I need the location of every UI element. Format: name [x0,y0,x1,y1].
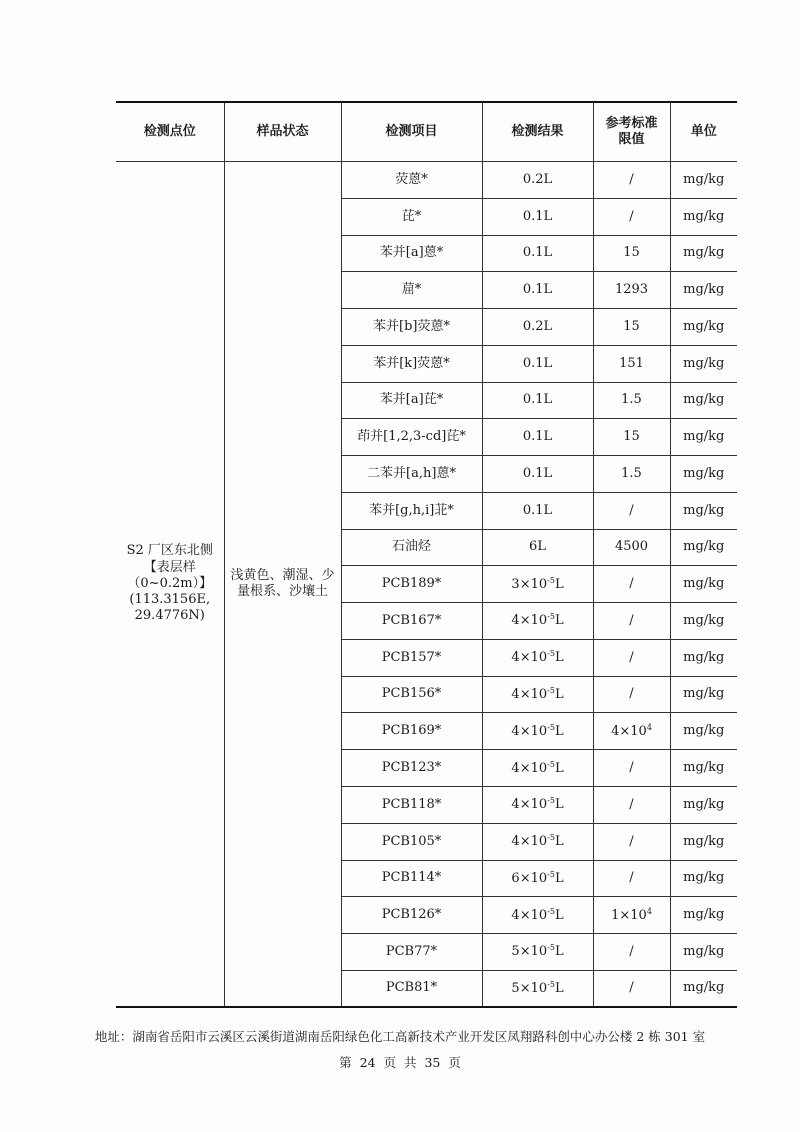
table-row [116,162,737,199]
result-exponent: -5 [547,796,555,806]
result-cell [482,713,593,750]
limit-cell [593,272,670,309]
result-value: 5×10 [511,980,548,996]
result-value: 0.1L [522,355,553,371]
test-item-cell: 苯并[a]芘* [341,382,482,419]
result-exponent: -5 [547,979,555,989]
header-reference-limit: 参考标准限值 [593,102,670,162]
result-value: 4×10 [511,723,548,739]
unit-cell: mg/kg [670,639,737,676]
header-test-item: 检测项目 [341,102,482,162]
limit-value: / [629,649,634,665]
limit-value: 4500 [614,539,649,555]
result-suffix: L [554,907,564,923]
result-value: 4×10 [511,797,548,813]
limit-cell [593,750,670,787]
result-value: 4×10 [511,760,548,776]
limit-value: 1×10 [611,907,647,923]
limit-value: / [629,796,634,812]
result-exponent: -5 [547,943,555,953]
limit-cell [593,860,670,897]
result-cell [482,198,593,235]
limit-exponent: 4 [646,722,652,732]
unit-cell: mg/kg [670,272,737,309]
unit-cell: mg/kg [670,787,737,824]
result-cell [482,934,593,971]
result-cell [482,492,593,529]
unit-cell: mg/kg [670,970,737,1007]
result-value: 0.1L [522,429,553,445]
result-value: 0.1L [522,465,553,481]
result-cell [482,603,593,640]
unit-cell: mg/kg [670,309,737,346]
test-item-cell: PCB81* [341,970,482,1007]
result-value: 0.2L [522,318,553,334]
limit-cell [593,529,670,566]
result-suffix: L [554,980,564,996]
unit-cell: mg/kg [670,750,737,787]
location-line: S2 厂区东北侧 [126,543,213,559]
result-cell [482,750,593,787]
limit-value: / [629,502,634,518]
result-value: 4×10 [511,907,548,923]
unit-cell: mg/kg [670,235,737,272]
test-item-cell: PCB167* [341,603,482,640]
result-exponent: -5 [547,685,555,695]
limit-value: 15 [623,245,640,261]
result-value: 0.1L [522,502,553,518]
test-item-cell: 苯并[k]荧蒽* [341,345,482,382]
limit-cell [593,419,670,456]
limit-cell [593,456,670,493]
test-item-cell: 芘* [341,198,482,235]
result-cell [482,272,593,309]
location-line: (113.3156E, [129,592,211,608]
result-cell [482,419,593,456]
result-cell [482,235,593,272]
limit-exponent: 4 [646,906,652,916]
result-cell [482,676,593,713]
result-suffix: L [554,944,564,960]
result-suffix: L [554,686,564,702]
result-value: 5×10 [511,944,548,960]
location-line: 29.4776N) [134,608,205,624]
unit-cell: mg/kg [670,529,737,566]
limit-cell [593,787,670,824]
test-item-cell: PCB156* [341,676,482,713]
result-cell [482,823,593,860]
result-value: 4×10 [511,686,548,702]
result-suffix: L [554,723,564,739]
location-line: （0~0.2m）】 [127,575,213,591]
result-exponent: -5 [547,906,555,916]
test-item-cell: 苯并[a]蒽* [341,235,482,272]
limit-cell [593,897,670,934]
result-cell [482,970,593,1007]
result-exponent: -5 [547,612,555,622]
test-item-cell: PCB105* [341,823,482,860]
result-suffix: L [554,834,564,850]
limit-value: 4×10 [611,723,647,739]
result-value: 4×10 [511,613,548,629]
result-value: 4×10 [511,834,548,850]
result-cell [482,529,593,566]
header-result: 检测结果 [482,102,593,162]
result-exponent: -5 [547,759,555,769]
test-item-cell: PCB118* [341,787,482,824]
limit-value: / [629,171,634,187]
footer-address: 地址：湖南省岳阳市云溪区云溪街道湖南岳阳绿色化工高新技术产业开发区凤翔路科创中心办公楼 2 栋 301 室 [94,1029,706,1044]
result-cell [482,639,593,676]
limit-value: / [629,612,634,628]
result-value: 3×10 [511,576,548,592]
result-cell [482,382,593,419]
result-suffix: L [554,576,564,592]
limit-value: / [629,870,634,886]
result-exponent: -5 [547,649,555,659]
limit-value: 1293 [614,282,649,298]
limit-cell [593,603,670,640]
result-value: 6L [529,539,546,555]
table-header-row [116,102,737,162]
test-item-cell: PCB189* [341,566,482,603]
limit-value: / [629,833,634,849]
limit-value: / [629,208,634,224]
limit-value: / [629,686,634,702]
location-line: 【表层样 [143,559,196,575]
unit-cell: mg/kg [670,713,737,750]
test-item-cell: 苯并[b]荧蒽* [341,309,482,346]
limit-value: 151 [619,355,644,371]
result-exponent: -5 [547,575,555,585]
limit-cell [593,198,670,235]
limit-cell [593,492,670,529]
limit-cell [593,934,670,971]
limit-cell [593,309,670,346]
result-exponent: -5 [547,833,555,843]
limit-cell [593,235,670,272]
unit-cell: mg/kg [670,897,737,934]
result-cell [482,162,593,199]
result-cell [482,860,593,897]
limit-cell [593,345,670,382]
result-suffix: L [554,650,564,666]
limit-cell [593,676,670,713]
result-suffix: L [554,870,564,886]
result-value: 0.1L [522,282,553,298]
test-item-cell: PCB157* [341,639,482,676]
test-item-cell: PCB169* [341,713,482,750]
limit-value: / [629,576,634,592]
limit-cell [593,823,670,860]
test-item-cell: 石油烃 [341,529,482,566]
unit-cell: mg/kg [670,419,737,456]
result-cell [482,456,593,493]
test-item-cell: PCB126* [341,897,482,934]
result-suffix: L [554,613,564,629]
unit-cell: mg/kg [670,492,737,529]
table-body [116,162,737,1008]
test-item-cell: 茚并[1,2,3-cd]芘* [341,419,482,456]
result-value: 0.2L [522,171,553,187]
result-cell [482,566,593,603]
result-exponent: -5 [547,869,555,879]
unit-cell: mg/kg [670,162,737,199]
result-value: 0.1L [522,392,553,408]
result-suffix: L [554,797,564,813]
limit-value: 15 [623,318,640,334]
unit-cell: mg/kg [670,676,737,713]
header-unit: 单位 [670,102,737,162]
location-cell [116,162,224,1008]
limit-value: 1.5 [621,392,642,408]
limit-value: / [629,760,634,775]
result-value: 4×10 [511,650,548,666]
limit-cell [593,970,670,1007]
limit-value: 1.5 [621,465,642,481]
limit-cell [593,382,670,419]
result-suffix: L [554,760,564,776]
limit-value: 15 [623,429,640,445]
result-value: 6×10 [511,870,548,886]
result-value: 0.1L [522,245,553,261]
result-value: 0.1L [522,208,553,224]
result-exponent: -5 [547,722,555,732]
test-item-cell: 䓛* [341,272,482,309]
result-cell [482,345,593,382]
unit-cell: mg/kg [670,382,737,419]
test-item-cell: 二苯并[a,h]蒽* [341,456,482,493]
limit-value: / [629,980,634,996]
result-cell [482,787,593,824]
result-cell [482,897,593,934]
unit-cell: mg/kg [670,456,737,493]
unit-cell: mg/kg [670,603,737,640]
sample-state-cell: 浅黄色、潮湿、少量根系、沙壤土 [224,162,341,1008]
footer-page-number: 第 24 页 共 35 页 [339,1055,461,1070]
test-item-cell: PCB77* [341,934,482,971]
test-item-cell: 荧蒽* [341,162,482,199]
limit-cell [593,162,670,199]
unit-cell: mg/kg [670,345,737,382]
unit-cell: mg/kg [670,566,737,603]
unit-cell: mg/kg [670,860,737,897]
test-item-cell: PCB114* [341,860,482,897]
limit-cell [593,713,670,750]
unit-cell: mg/kg [670,198,737,235]
unit-cell: mg/kg [670,823,737,860]
test-item-cell: PCB123* [341,750,482,787]
limit-value: / [629,943,634,959]
header-location: 检测点位 [116,102,224,162]
header-sample-state: 样品状态 [224,102,341,162]
limit-cell [593,639,670,676]
unit-cell: mg/kg [670,934,737,971]
test-results-table [116,101,737,1008]
limit-cell [593,566,670,603]
test-item-cell: 苯并[g,h,i]苝* [341,492,482,529]
result-cell [482,309,593,346]
